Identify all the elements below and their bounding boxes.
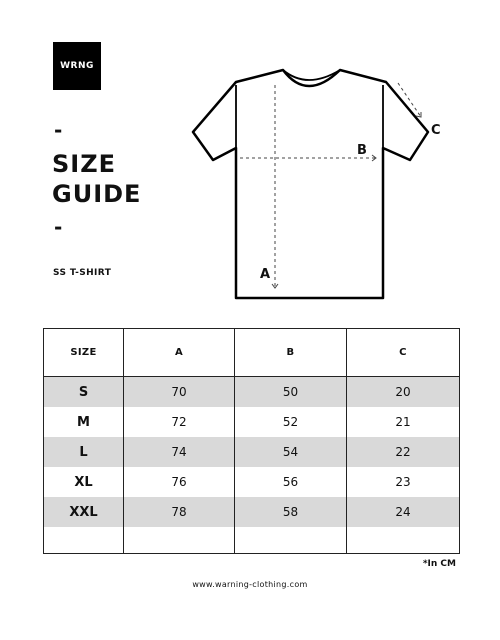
value-cell-c: 24 <box>347 497 460 527</box>
page-title-line1: SIZE <box>52 150 117 178</box>
empty-cell <box>347 527 460 554</box>
empty-cell <box>235 527 347 554</box>
value-cell-b: 56 <box>235 467 347 497</box>
value-cell-c: 23 <box>347 467 460 497</box>
value-cell-b: 54 <box>235 437 347 467</box>
size-cell: XL <box>44 467 124 497</box>
unit-note: *In CM <box>422 559 456 569</box>
value-cell-b: 52 <box>235 407 347 437</box>
column-header-c: C <box>347 329 460 377</box>
measure-a-label: A <box>260 267 271 282</box>
size-cell: XXL <box>44 497 124 527</box>
table-row <box>44 497 460 527</box>
column-header-b: B <box>235 329 347 377</box>
page-title-line2: GUIDE <box>52 180 142 208</box>
title-dash-top: - <box>54 118 63 142</box>
value-cell-a: 70 <box>124 377 235 408</box>
table-row <box>44 407 460 437</box>
value-cell-c: 21 <box>347 407 460 437</box>
value-cell-c: 22 <box>347 437 460 467</box>
value-cell-a: 74 <box>124 437 235 467</box>
size-cell: L <box>44 437 124 467</box>
table-empty-row <box>44 527 460 554</box>
table-row <box>44 437 460 467</box>
size-table <box>43 328 460 554</box>
title-dash-bottom: - <box>54 215 63 239</box>
value-cell-a: 72 <box>124 407 235 437</box>
column-header-size: SIZE <box>44 329 124 377</box>
value-cell-c: 20 <box>347 377 460 408</box>
table-row <box>44 467 460 497</box>
brand-logo-text: WRNG <box>60 61 94 71</box>
size-cell: S <box>44 377 124 408</box>
measure-c-label: C <box>431 123 441 138</box>
measure-arrowheads <box>272 112 421 288</box>
product-name: SS T-SHIRT <box>53 268 112 278</box>
measure-lines <box>240 83 421 288</box>
table-row <box>44 377 460 408</box>
measure-b-label: B <box>357 143 367 158</box>
value-cell-b: 58 <box>235 497 347 527</box>
empty-cell <box>124 527 235 554</box>
value-cell-b: 50 <box>235 377 347 408</box>
value-cell-a: 78 <box>124 497 235 527</box>
empty-cell <box>44 527 124 554</box>
table-header-row <box>44 329 460 377</box>
value-cell-a: 76 <box>124 467 235 497</box>
tshirt-outline <box>193 70 428 298</box>
size-cell: M <box>44 407 124 437</box>
footer-url[interactable]: www.warning-clothing.com <box>192 580 308 589</box>
column-header-a: A <box>124 329 235 377</box>
